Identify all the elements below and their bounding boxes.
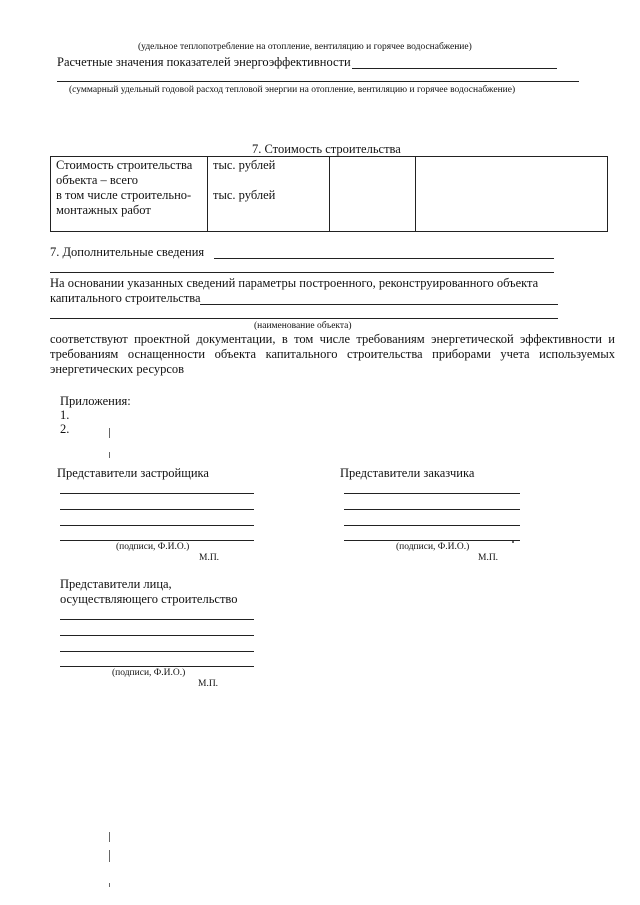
builder-seal: М.П. — [198, 679, 219, 689]
builder-title-line-1: Представители лица, — [60, 577, 172, 591]
cost-table — [50, 156, 608, 232]
developer-sign-line-2[interactable] — [60, 509, 254, 510]
additional-line-1 — [214, 258, 554, 259]
energy-caption-top: (удельное теплопотребление на отопление, вентиляцию и горячее водоснабжение) — [138, 42, 472, 52]
table-row — [51, 157, 608, 232]
developer-caption: (подписи, Ф.И.О.) — [116, 542, 190, 552]
object-caption: (наименование объекта) — [254, 321, 352, 331]
energy-second-line — [57, 81, 579, 82]
cost-total-unit: тыс. рублей — [213, 158, 276, 172]
customer-sign-line-4[interactable] — [344, 540, 520, 541]
object-name-line-2 — [50, 318, 558, 319]
object-name-line-1 — [200, 304, 558, 305]
cost-row-units — [208, 157, 330, 232]
developer-seal: М.П. — [199, 553, 220, 563]
additional-label: 7. Дополнительные сведения — [50, 245, 205, 259]
cost-value-cell-1[interactable] — [330, 157, 416, 232]
basis-text-2: капитального строительства — [50, 291, 201, 305]
developer-sign-line-4[interactable] — [60, 540, 254, 541]
cost-value-cell-2[interactable] — [416, 157, 608, 232]
builder-caption: (подписи, Ф.И.О.) — [112, 668, 186, 678]
attachment-item-1: 1. — [60, 408, 70, 422]
builder-sign-line-4[interactable] — [60, 666, 254, 667]
attachment-item-2: 2. — [60, 422, 70, 436]
additional-line-2 — [50, 272, 554, 273]
developer-sign-line-1[interactable] — [60, 493, 254, 494]
compliance-text: соответствуют проектной документации, в том числе требованиям энергетической эффективности и требованиям оснащенности объекта капитального строительства приборами учета используемых энергетических ресурсов — [50, 332, 615, 376]
builder-sign-line-1[interactable] — [60, 619, 254, 620]
builder-sign-line-3[interactable] — [60, 651, 254, 652]
cost-heading: 7. Стоимость строительства — [252, 142, 401, 156]
builder-title-line-2: осуществляющего строительство — [60, 592, 238, 606]
customer-caption: (подписи, Ф.И.О.) — [396, 542, 470, 552]
scan-speck — [109, 850, 110, 862]
cost-row-labels — [51, 157, 208, 232]
scan-speck — [109, 428, 110, 438]
cost-total-label: Стоимость строительства объекта – всего — [56, 158, 193, 187]
customer-sign-line-1[interactable] — [344, 493, 520, 494]
cost-smr-label: в том числе строительно-монтажных работ — [56, 188, 192, 217]
builder-sign-line-2[interactable] — [60, 635, 254, 636]
cost-smr-unit: тыс. рублей — [213, 188, 276, 202]
scan-speck — [512, 541, 514, 543]
energy-calc-label: Расчетные значения показателей энергоэффективности — [57, 55, 351, 69]
scan-speck — [109, 832, 110, 842]
customer-title: Представители заказчика — [340, 466, 475, 480]
developer-sign-line-3[interactable] — [60, 525, 254, 526]
scan-speck — [109, 883, 110, 887]
attachments-label: Приложения: — [60, 394, 131, 408]
basis-text: На основании указанных сведений параметры построенного, реконструированного объекта — [50, 276, 539, 290]
customer-seal: М.П. — [478, 553, 499, 563]
energy-caption-bottom: (суммарный удельный годовой расход тепловой энергии на отопление, вентиляцию и горячее водоснабжение) — [69, 85, 516, 95]
developer-title: Представители застройщика — [57, 466, 209, 480]
energy-calc-line — [352, 68, 557, 69]
customer-sign-line-2[interactable] — [344, 509, 520, 510]
scan-speck — [109, 452, 110, 458]
customer-sign-line-3[interactable] — [344, 525, 520, 526]
